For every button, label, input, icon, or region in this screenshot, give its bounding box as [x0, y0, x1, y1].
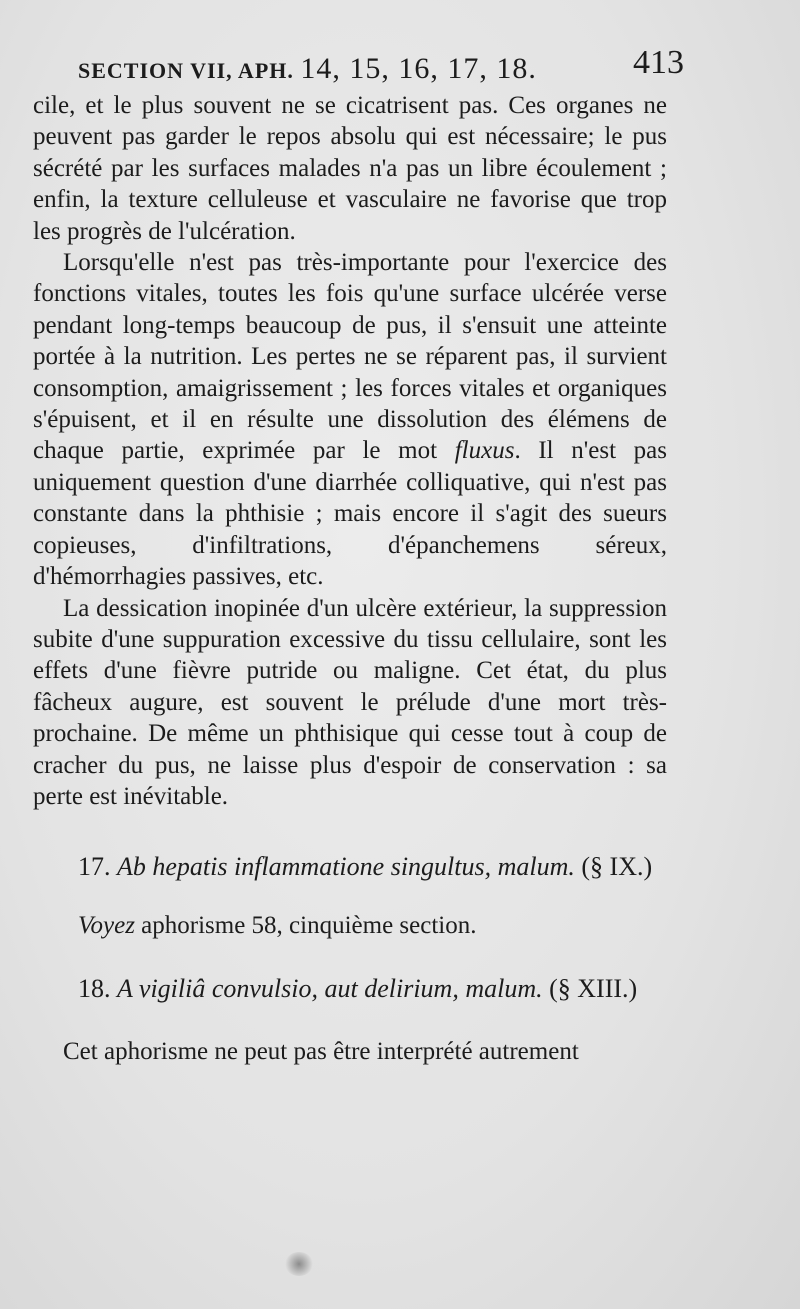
aphorism-18-latin: A vigiliâ convulsio, aut delirium, malum.	[117, 973, 543, 1003]
aphorism-17-latin: Ab hepatis inflammatione singultus, malum.	[117, 852, 575, 882]
paragraph-fluxus	[33, 247, 667, 592]
ink-smudge	[285, 1252, 313, 1276]
aphorism-18-reference: (§ XIII.)	[549, 973, 638, 1003]
paragraph-dessication: La dessication inopinée d'un ulcère extérieur, la suppression subite d'une suppuration excessive du tissu cellulaire, sont les effets d'une fièvre putride ou maligne. Cet état, du plus fâcheux augure, est souvent le prélude d'une mort très-prochaine. De même un phthisique qui cesse tout à coup de cracher du pus, ne laisse plus d'espoir de conservation : sa perte est inévitable.	[33, 594, 667, 810]
paragraph-continuation: cile, et le plus souvent ne se cicatrisent pas. Ces organes ne peuvent pas garder le repos absolu qui est nécessaire; le pus sécrété par les surfaces malades n'a pas un libre écoulement ; enfin, la texture celluleuse et vasculaire ne favorise que trop les progrès de l'ulcération.	[33, 92, 667, 245]
paragraph-fluxus-before: Lorsqu'elle n'est pas très-importante pour l'exercice des fonctions vitales, toutes les fois qu'une surface ulcérée verse pendant long-temps beaucoup de pus, il s'ensuit une atteinte portée à la nutrition. Les pertes ne se réparent pas, il survient consomption, amaigrissement ; les forces vitales et organiques s'épuisent, et il en résulte une dissolution des élémens de chaque partie, exprimée par le mot	[33, 249, 667, 465]
voyez-line	[33, 910, 667, 941]
spacer	[33, 812, 667, 850]
page-header	[78, 40, 684, 86]
aphorism-17-number: 17.	[78, 852, 111, 882]
section-label: SECTION VII, APH.	[78, 58, 294, 83]
aphorism-18-number: 18.	[78, 973, 111, 1003]
spacer	[33, 942, 667, 972]
page-number: 413	[633, 44, 684, 81]
aphorism-17-reference: (§ IX.)	[581, 852, 653, 882]
paragraph-fluxus-after: . Il n'est pas uniquement question d'une diarrhée colliquative, qui n'est pas constante dans la phthisie ; mais encore il s'agit des sueurs copieuses, d'infiltrations, d'épanchemens séreux, d'hémorrhagies passives, etc.	[33, 437, 668, 591]
fluxus-term: fluxus	[454, 437, 515, 465]
spacer	[33, 1006, 667, 1036]
voyez-rest: aphorisme 58, cinquième section.	[141, 912, 477, 940]
spacer	[33, 884, 667, 910]
aphorism-18	[33, 972, 667, 1006]
aphorism-17	[33, 850, 667, 884]
voyez-word: Voyez	[78, 912, 135, 940]
running-head	[78, 52, 537, 86]
aphorism-range: 14, 15, 16, 17, 18.	[300, 52, 537, 85]
final-line: Cet aphorisme ne peut pas être interprété autrement	[63, 1037, 579, 1065]
page-body	[33, 90, 667, 1067]
